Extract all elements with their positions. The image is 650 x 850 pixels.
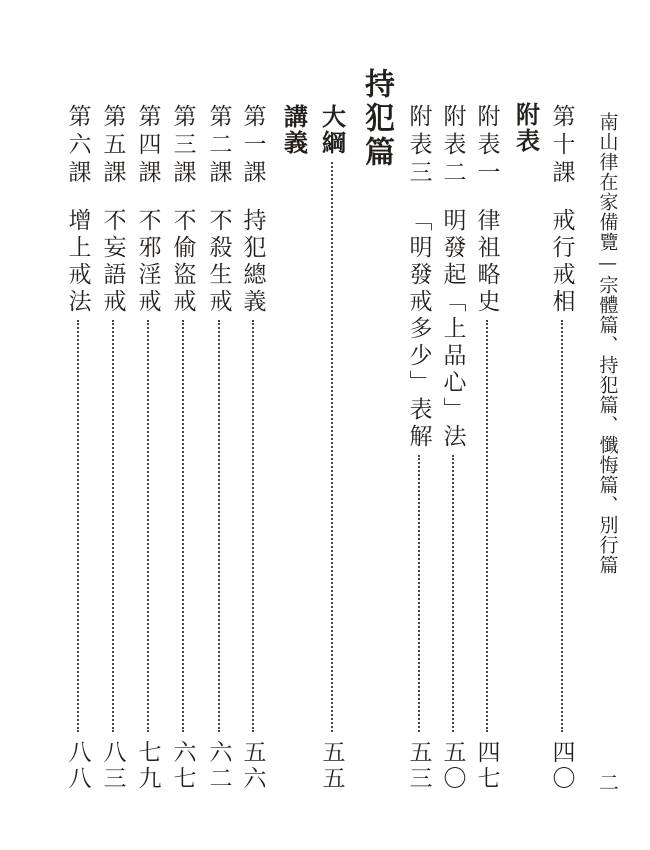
- entry-page-number: 八三: [99, 740, 126, 792]
- entry-page-number: 七九: [134, 740, 161, 792]
- entry-title: 不殺生戒: [205, 208, 232, 316]
- entry-label: 第十課: [548, 104, 575, 188]
- entry-title: 戒行戒相: [548, 208, 575, 316]
- dot-leader: [147, 320, 149, 732]
- toc-entry-appendix-3: [402, 104, 436, 792]
- entry-page-number: 五三: [405, 740, 432, 792]
- dot-leader: [561, 320, 563, 732]
- toc-entry-lesson-1: [236, 104, 270, 792]
- dot-leader: [418, 455, 420, 732]
- running-head-column: [591, 112, 625, 792]
- running-head: 南山律在家備覽—宗體篇、持犯篇、懺悔篇、別行篇: [596, 112, 619, 575]
- entry-page-number: 五〇: [439, 740, 466, 792]
- toc-entry-appendix-1: [470, 104, 504, 792]
- entry-label: 第一課: [239, 104, 266, 188]
- entry-label: 第三課: [169, 104, 196, 188]
- toc-entry-lesson-4: [131, 104, 165, 792]
- entry-title: 律祖略史: [473, 208, 500, 316]
- dot-leader: [218, 320, 220, 732]
- entry-page-number: 六七: [169, 740, 196, 792]
- entry-title: 不邪淫戒: [134, 208, 161, 316]
- entry-title: 不妄語戒: [99, 208, 126, 316]
- dot-leader: [331, 162, 333, 732]
- entry-label: 附表一: [473, 104, 500, 188]
- toc-entry-lesson-6: [61, 104, 95, 792]
- appendix-heading-column: [509, 102, 543, 162]
- dot-leader: [182, 320, 184, 732]
- dot-leader: [77, 320, 79, 732]
- entry-page-number: 四〇: [548, 740, 575, 792]
- page-number: 二: [595, 772, 620, 792]
- part-title: 持犯篇: [359, 68, 394, 170]
- dot-leader: [486, 320, 488, 732]
- appendix-heading: 附表: [511, 102, 541, 154]
- entry-label: 附表三: [405, 104, 432, 188]
- entry-title: 持犯總義: [239, 208, 266, 316]
- lectures-heading-column: [277, 104, 311, 164]
- entry-title: 不偷盜戒: [169, 208, 196, 316]
- entry-page-number: 五五: [318, 740, 345, 792]
- toc-entry-lesson-10: [545, 104, 579, 792]
- entry-page-number: 八八: [64, 740, 91, 792]
- entry-page-number: 四七: [473, 740, 500, 792]
- toc-entry-lesson-2: [202, 104, 236, 792]
- entry-label: 附表二: [439, 104, 466, 188]
- toc-entry-outline: [315, 104, 349, 792]
- lectures-heading: 講義: [279, 104, 309, 156]
- dot-leader: [252, 320, 254, 732]
- entry-label: 第六課: [64, 104, 91, 188]
- entry-label: 第四課: [134, 104, 161, 188]
- entry-page-number: 六二: [205, 740, 232, 792]
- part-title-column: [356, 68, 396, 188]
- entry-title: 明發起「上品心」法: [439, 208, 466, 451]
- dot-leader: [112, 320, 114, 732]
- entry-label: 第五課: [99, 104, 126, 188]
- toc-entry-appendix-2: [436, 104, 470, 792]
- dot-leader: [452, 455, 454, 732]
- entry-label: 第二課: [205, 104, 232, 188]
- toc-entry-lesson-5: [96, 104, 130, 792]
- entry-title: 「明發戒多少」表解: [405, 208, 432, 451]
- entry-page-number: 五六: [239, 740, 266, 792]
- toc-entry-lesson-3: [166, 104, 200, 792]
- outline-heading: 大綱: [317, 104, 347, 156]
- entry-title: 增上戒法: [64, 208, 91, 316]
